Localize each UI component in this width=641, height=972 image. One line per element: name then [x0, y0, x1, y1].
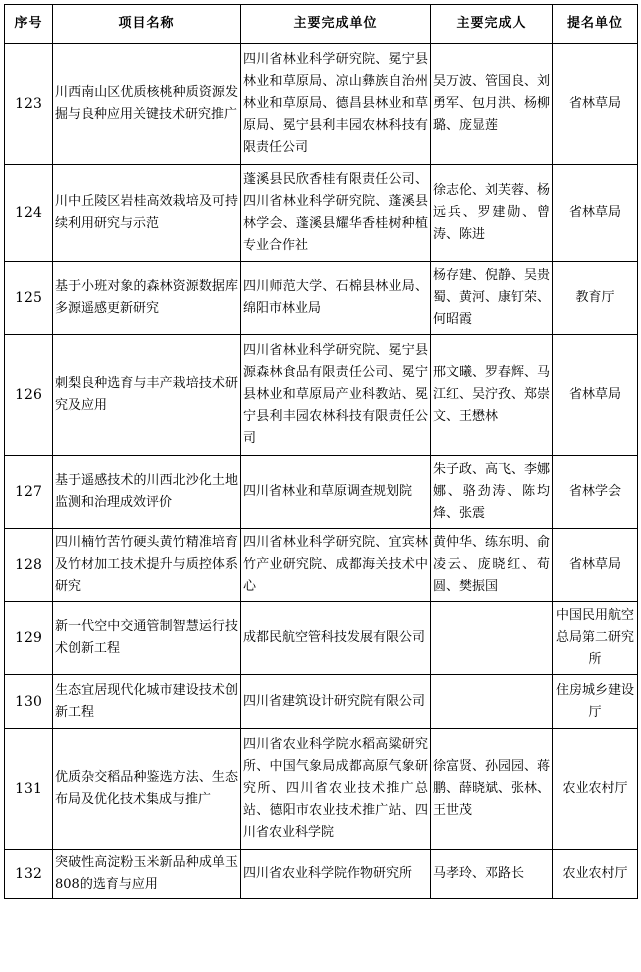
completion-people: 朱子政、高飞、李娜娜、骆劲涛、陈均烽、张震: [431, 456, 553, 529]
row-number: 129: [5, 602, 53, 675]
completion-people: 吴万波、管国良、刘勇军、包月洪、杨柳璐、庞显莲: [431, 44, 553, 165]
completion-people: 杨存建、倪静、吴贵蜀、黄河、康钉荣、何昭霞: [431, 262, 553, 335]
project-name: 生态宜居现代化城市建设技术创新工程: [53, 675, 241, 729]
project-name: 优质杂交稻品种鉴选方法、生态布局及优化技术集成与推广: [53, 729, 241, 850]
completion-units: 蓬溪县民欣香桂有限责任公司、四川省林业科学研究院、蓬溪县林学会、蓬溪县耀华香桂树种植专业合作社: [241, 165, 431, 262]
completion-people: 徐志伦、刘芙蓉、杨远兵、罗建勋、曾涛、陈进: [431, 165, 553, 262]
nominator: 农业农村厅: [553, 850, 638, 899]
project-name: 四川楠竹苦竹硬头黄竹精准培育及竹材加工技术提升与质控体系研究: [53, 529, 241, 602]
project-name: 突破性高淀粉玉米新品种成单玉808的选育与应用: [53, 850, 241, 899]
header-units: 主要完成单位: [241, 5, 431, 44]
nominator: 住房城乡建设厅: [553, 675, 638, 729]
header-project-name: 项目名称: [53, 5, 241, 44]
completion-people: 邢文曦、罗春辉、马江红、吴泞孜、郑崇文、王懋林: [431, 335, 553, 456]
completion-units: 四川省林业科学研究院、冕宁县源森林食品有限责任公司、冕宁县林业和草原局产业科教站、冕宁县利丰园农林科技有限责任公司: [241, 335, 431, 456]
header-people: 主要完成人: [431, 5, 553, 44]
project-name: 川西南山区优质核桃种质资源发掘与良种应用关键技术研究推广: [53, 44, 241, 165]
row-number: 123: [5, 44, 53, 165]
nominator: 农业农村厅: [553, 729, 638, 850]
project-name: 基于小班对象的森林资源数据库多源遥感更新研究: [53, 262, 241, 335]
completion-people: 徐富贤、孙园园、蒋鹏、薛晓斌、张林、王世茂: [431, 729, 553, 850]
table-row: [5, 675, 638, 729]
nominator: 省林草局: [553, 44, 638, 165]
table-row: [5, 729, 638, 850]
completion-units: 四川省农业科学院水稻高粱研究所、中国气象局成都高原气象研究所、四川省农业技术推广总站、德阳市农业技术推广站、四川省农业科学院: [241, 729, 431, 850]
row-number: 130: [5, 675, 53, 729]
completion-people: 马孝玲、邓路长: [431, 850, 553, 899]
table-row: [5, 529, 638, 602]
completion-units: 四川省林业科学研究院、宜宾林竹产业研究院、成都海关技术中心: [241, 529, 431, 602]
completion-units: 四川省林业科学研究院、冕宁县林业和草原局、凉山彝族自治州林业和草原局、德昌县林业和草原局、冕宁县利丰园农林科技有限责任公司: [241, 44, 431, 165]
project-name: 基于遥感技术的川西北沙化土地监测和治理成效评价: [53, 456, 241, 529]
table-row: [5, 602, 638, 675]
table-row: [5, 44, 638, 165]
row-number: 125: [5, 262, 53, 335]
row-number: 127: [5, 456, 53, 529]
completion-units: 四川省建筑设计研究院有限公司: [241, 675, 431, 729]
table-row: [5, 456, 638, 529]
completion-units: 成都民航空管科技发展有限公司: [241, 602, 431, 675]
table-row: [5, 165, 638, 262]
table-row: [5, 262, 638, 335]
completion-people: 黄仲华、练东明、俞凌云、庞晓红、荀圆、樊振国: [431, 529, 553, 602]
row-number: 132: [5, 850, 53, 899]
completion-units: 四川省林业和草原调查规划院: [241, 456, 431, 529]
completion-people: [431, 602, 553, 675]
nominator: 省林草局: [553, 335, 638, 456]
nominator: 省林草局: [553, 529, 638, 602]
nominator: 省林草局: [553, 165, 638, 262]
row-number: 126: [5, 335, 53, 456]
table-header-row: [5, 5, 638, 44]
completion-people: [431, 675, 553, 729]
project-name: 刺梨良种选育与丰产栽培技术研究及应用: [53, 335, 241, 456]
row-number: 124: [5, 165, 53, 262]
awards-table: [4, 4, 638, 899]
nominator: 省林学会: [553, 456, 638, 529]
header-nominator: 提名单位: [553, 5, 638, 44]
project-name: 新一代空中交通管制智慧运行技术创新工程: [53, 602, 241, 675]
project-name: 川中丘陵区岩桂高效栽培及可持续利用研究与示范: [53, 165, 241, 262]
row-number: 128: [5, 529, 53, 602]
header-number: 序号: [5, 5, 53, 44]
completion-units: 四川省农业科学院作物研究所: [241, 850, 431, 899]
table-row: [5, 850, 638, 899]
nominator: 中国民用航空总局第二研究所: [553, 602, 638, 675]
nominator: 教育厅: [553, 262, 638, 335]
table-row: [5, 335, 638, 456]
completion-units: 四川师范大学、石棉县林业局、绵阳市林业局: [241, 262, 431, 335]
row-number: 131: [5, 729, 53, 850]
